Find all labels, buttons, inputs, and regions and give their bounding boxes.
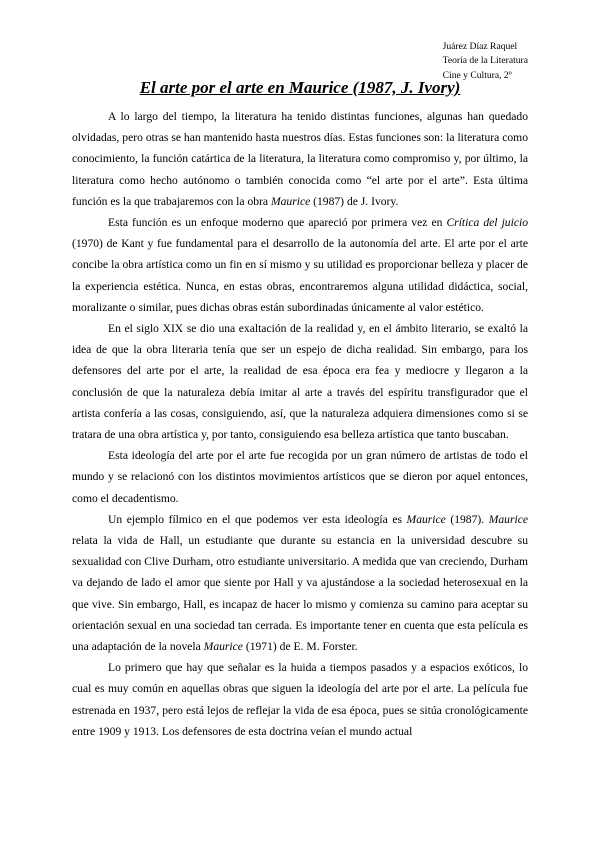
paragraph-4: Esta ideología del arte por el arte fue recogida por un gran número de artistas de todo el mundo y se relacionó con los distintos movimientos artísticos que se dieron por aquel entonces, como el decadentismo. bbox=[72, 449, 528, 505]
film-title: Maurice bbox=[406, 512, 446, 526]
document-title: El arte por el arte en Maurice (1987, J. Ivory) bbox=[139, 78, 461, 97]
document-header bbox=[443, 40, 528, 83]
paragraph-3: En el siglo XIX se dio una exaltación de la realidad y, en el ámbito literario, se exaltó la idea de que la obra literaria tenía que ser un espejo de dicha realidad. Sin embargo, para los defensores del arte por el arte, la realidad de esa época era fea y mediocre y llegaron a la conclusión de que la naturaleza debía imitar al arte a través del espíritu transfigurador que el artista confería a las cosas, consiguiendo, así, que la naturaleza adquiera dimensiones como si se tratara de una obra artística y, por tanto, consiguiendo esa belleza artística que tanto buscaban. bbox=[72, 322, 528, 442]
paragraph-6: Lo primero que hay que señalar es la huida a tiempos pasados y a espacios exóticos, lo cual es muy común en aquellas obras que siguen la ideología del arte por el arte. La película fue estrenada en 1937, pero está lejos de reflejar la vida de esa época, pues se sitúa cronológicamente entre 1909 y 1913. Los defensores de esta doctrina veían el mundo actual bbox=[72, 661, 528, 738]
paragraph-2: Esta función es un enfoque moderno que apareció por primera vez en Crítica del juicio (1970) de Kant y fue fundamental para el desarrollo de la autonomía del arte. El arte por el arte concibe la obra artística como un fin en sí mismo y su utilidad es proporcionar belleza y placer de la experiencia estética. Nunca, en estas obras, encontraremos alguna utilidad didáctica, social, moralizante o similar, pues dichas obras están subordinadas únicamente al valor estético. bbox=[72, 216, 528, 314]
work-title: Crítica del juicio bbox=[446, 216, 528, 230]
header-subject: Teoría de la Literatura bbox=[442, 55, 528, 67]
film-title: Maurice bbox=[488, 512, 528, 526]
header-author: Juárez Díaz Raquel bbox=[442, 41, 518, 52]
document-body bbox=[72, 106, 528, 742]
film-title: Maurice bbox=[270, 194, 311, 208]
paragraph-5: Un ejemplo fílmico en el que podemos ver esta ideología es Maurice (1987). Maurice relata la vida de Hall, un estudiante que durante su estancia en la universidad descubre su sexualidad con Clive Durham, otro estudiante universitario. A medida que van creciendo, Durham va dejando de lado el amor que siente por Hall y va ajustándose a la sociedad heterosexual en la que vive. Sin embargo, Hall, es incapaz de hacer lo mismo y comienza su camino para aceptar su orientación sexual en una sociedad tan cerrada. Es importante tener en cuenta que esta película es una adaptación de la novela Maurice (1971) de E. M. Forster. bbox=[72, 512, 528, 654]
header-course: Cine y Cultura, 2º bbox=[442, 69, 512, 81]
novel-title: Maurice bbox=[203, 640, 243, 654]
paragraph-1: A lo largo del tiempo, la literatura ha tenido distintas funciones, algunas han quedado olvidadas, pero otras se han mantenido hasta nuestros días. Estas funciones son: la literatura como conocimiento, la función catártica de la literatura, la literatura como compromiso y, por último, la literatura como hecho autónomo o también conocida como “el arte por el arte”. Esta última función es la que trabajaremos con la obra Maurice (1987) de J. Ivory. bbox=[72, 110, 528, 208]
